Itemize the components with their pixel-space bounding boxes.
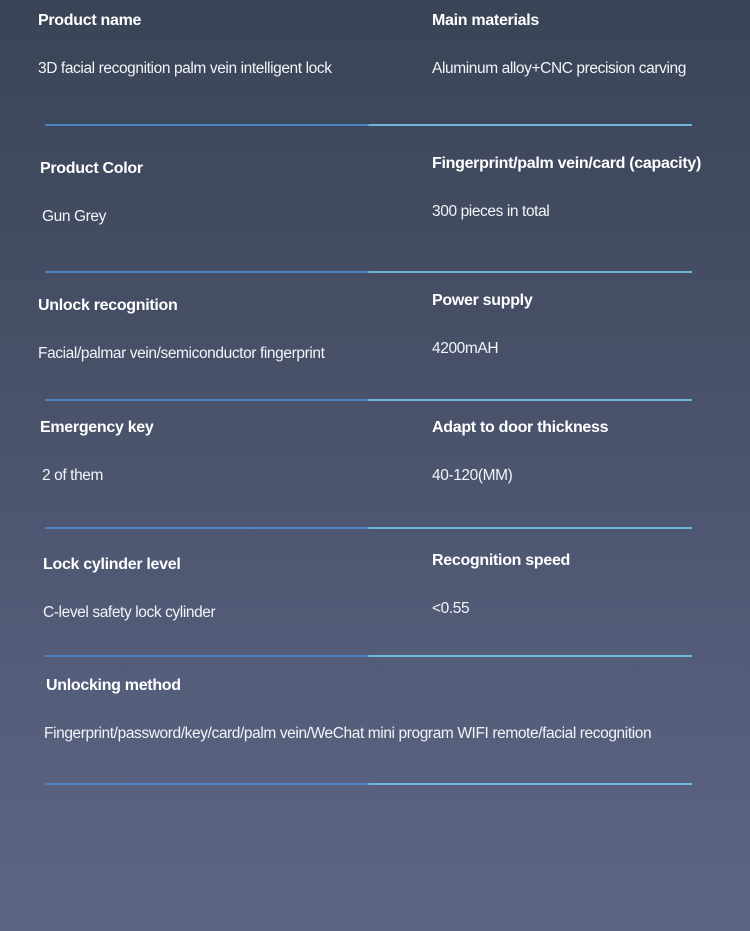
spec-label-power-supply: Power supply [432, 292, 533, 309]
spec-value-main-materials: Aluminum alloy+CNC precision carving [432, 60, 686, 77]
spec-value-power-supply: 4200mAH [432, 340, 499, 357]
spec-label-capacity: Fingerprint/palm vein/card (capacity) [432, 155, 701, 172]
spec-value-capacity: 300 pieces in total [432, 203, 550, 220]
spec-label-product-color: Product Color [40, 160, 143, 177]
spec-label-emergency-key: Emergency key [40, 419, 154, 436]
spec-value-unlocking-method: Fingerprint/password/key/card/palm vein/WeChat mini program WIFI remote/facial recognition [44, 725, 652, 742]
spec-label-unlock-recognition: Unlock recognition [38, 297, 178, 314]
row-divider [45, 783, 692, 785]
spec-value-product-name: 3D facial recognition palm vein intelligent lock [38, 60, 332, 77]
row-divider [45, 271, 692, 273]
row-divider [45, 527, 692, 529]
spec-value-emergency-key: 2 of them [42, 467, 104, 484]
spec-label-unlocking-method: Unlocking method [46, 677, 181, 694]
spec-value-recognition-speed: <0.55 [432, 600, 470, 617]
spec-label-main-materials: Main materials [432, 12, 539, 29]
spec-value-product-color: Gun Grey [42, 208, 106, 225]
spec-label-door-thickness: Adapt to door thickness [432, 419, 609, 436]
row-divider [45, 655, 692, 657]
spec-value-unlock-recognition: Facial/palmar vein/semiconductor fingerprint [38, 345, 325, 362]
spec-label-product-name: Product name [38, 12, 142, 29]
spec-label-recognition-speed: Recognition speed [432, 552, 571, 569]
spec-value-lock-cylinder-level: C-level safety lock cylinder [43, 604, 216, 621]
row-divider [45, 124, 692, 126]
spec-value-door-thickness: 40-120(MM) [432, 467, 513, 484]
row-divider [45, 399, 692, 401]
spec-label-lock-cylinder-level: Lock cylinder level [43, 556, 181, 573]
